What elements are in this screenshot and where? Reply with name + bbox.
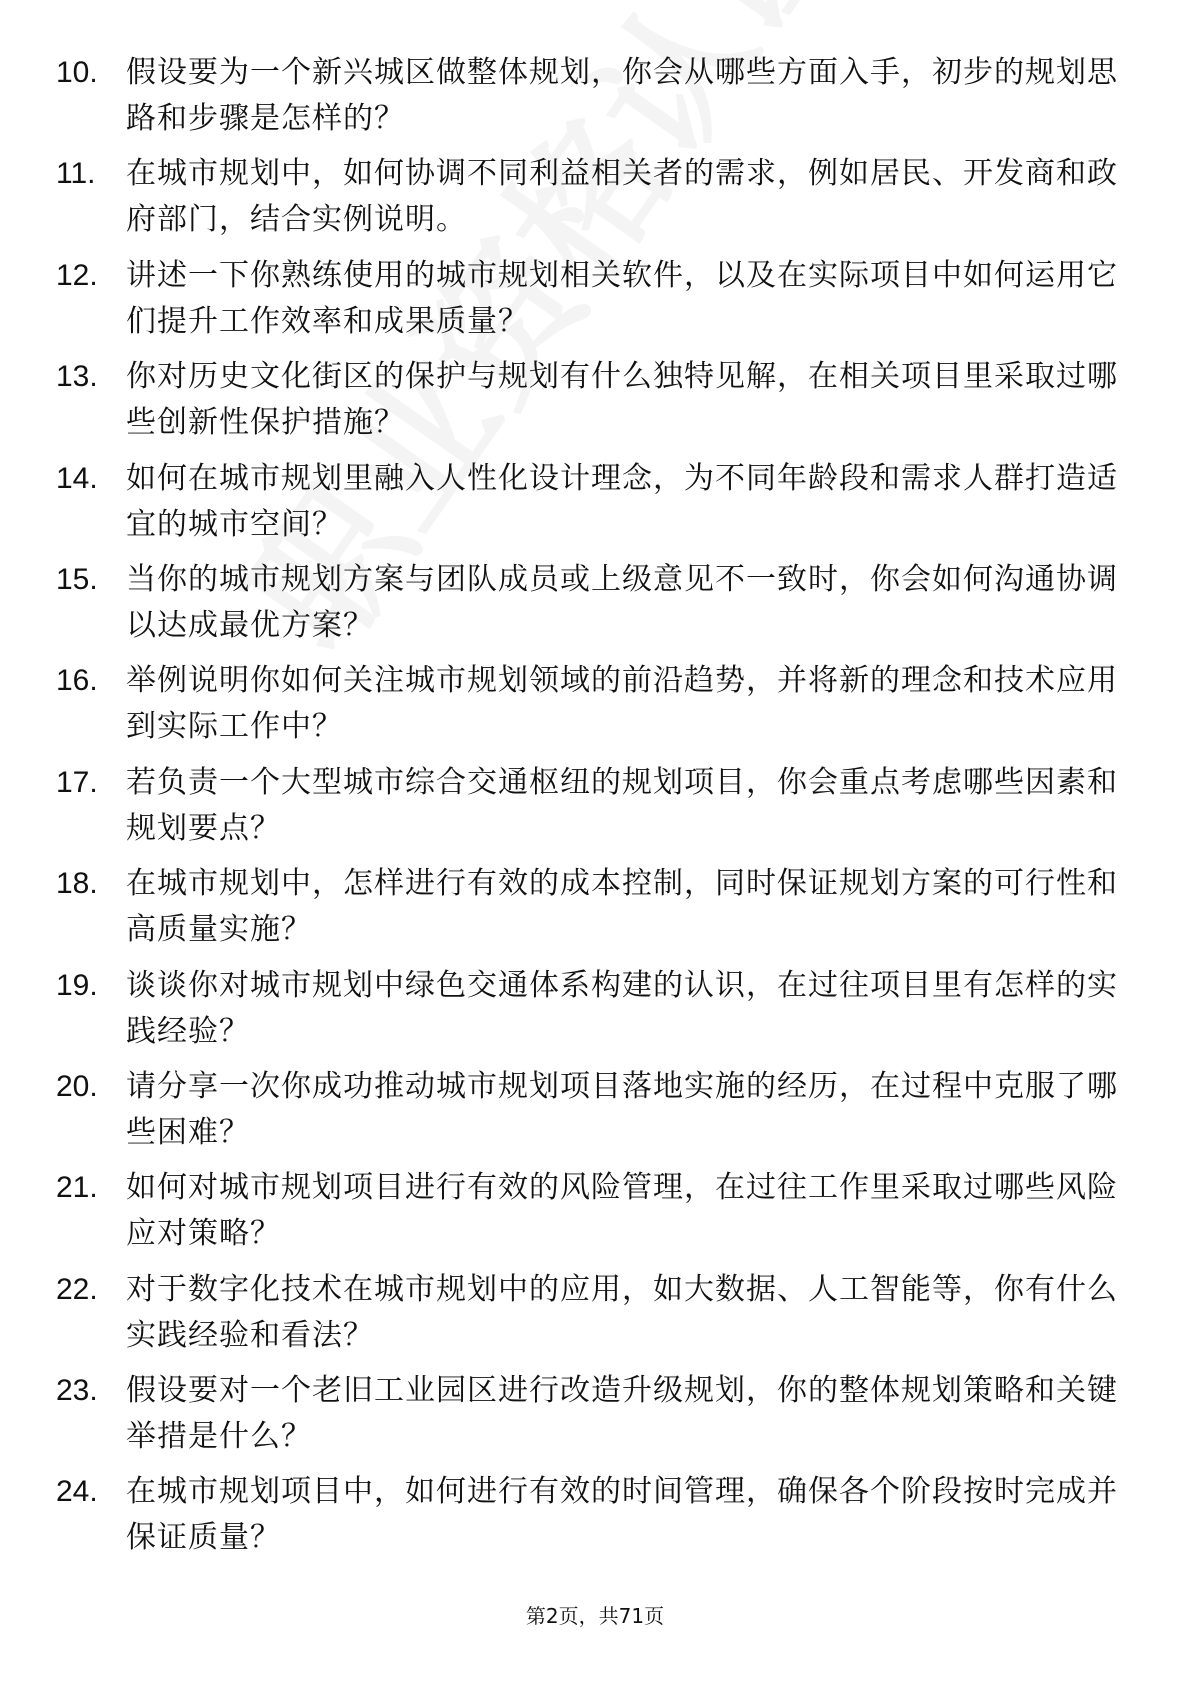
question-item bbox=[56, 354, 1136, 455]
question-text: 在城市规划中，怎样进行有效的成本控制，同时保证规划方案的可行性和高质量实施？ bbox=[126, 866, 1118, 948]
question-item bbox=[56, 1165, 1136, 1266]
question-number: 10. bbox=[56, 56, 98, 89]
question-item bbox=[56, 760, 1136, 861]
question-number: 15. bbox=[56, 562, 98, 596]
question-number: 19. bbox=[56, 968, 98, 1002]
question-text: 对于数字化技术在城市规划中的应用，如大数据、人工智能等，你有什么实践经验和看法？ bbox=[126, 1271, 1118, 1353]
question-number: 20. bbox=[56, 1069, 98, 1103]
question-number: 12. bbox=[56, 258, 98, 292]
question-text: 如何对城市规划项目进行有效的风险管理，在过往工作里采取过哪些风险应对策略？ bbox=[126, 1170, 1118, 1252]
question-text: 假设要为一个新兴城区做整体规划，你会从哪些方面入手，初步的规划思路和步骤是怎样的？ bbox=[126, 55, 1118, 136]
question-text: 举例说明你如何关注城市规划领域的前沿趋势，并将新的理念和技术应用到实际工作中？ bbox=[126, 663, 1118, 745]
question-text: 讲述一下你熟练使用的城市规划相关软件，以及在实际项目中如何运用它们提升工作效率和成果质量？ bbox=[126, 257, 1118, 339]
question-number: 18. bbox=[56, 867, 98, 901]
question-item bbox=[56, 557, 1136, 658]
question-text: 请分享一次你成功推动城市规划项目落地实施的经历，在过程中克服了哪些困难？ bbox=[126, 1068, 1118, 1150]
question-text: 如何在城市规划里融入人性化设计理念，为不同年龄段和需求人群打造适宜的城市空间？ bbox=[126, 460, 1118, 542]
question-number: 22. bbox=[56, 1272, 98, 1306]
question-number: 11. bbox=[56, 157, 96, 191]
page-footer: 第2页，共71页 bbox=[525, 1604, 665, 1628]
question-text: 在城市规划项目中，如何进行有效的时间管理，确保各个阶段按时完成并保证质量？ bbox=[126, 1474, 1118, 1556]
question-item bbox=[56, 151, 1136, 252]
question-number: 17. bbox=[56, 765, 98, 799]
question-item bbox=[56, 658, 1136, 759]
question-text: 若负责一个大型城市综合交通枢纽的规划项目，你会重点考虑哪些因素和规划要点？ bbox=[126, 764, 1118, 846]
question-text: 在城市规划中，如何协调不同利益相关者的需求，例如居民、开发商和政府部门，结合实例说明。 bbox=[126, 156, 1118, 238]
question-text: 假设要对一个老旧工业园区进行改造升级规划，你的整体规划策略和关键举措是什么？ bbox=[126, 1373, 1118, 1455]
question-item bbox=[56, 861, 1136, 962]
question-list bbox=[56, 50, 1136, 1571]
question-item bbox=[56, 963, 1136, 1064]
question-item bbox=[56, 1469, 1136, 1570]
question-number: 14. bbox=[56, 461, 98, 495]
question-item bbox=[56, 50, 1136, 151]
question-item bbox=[56, 253, 1136, 354]
question-item bbox=[56, 456, 1136, 557]
question-number: 23. bbox=[56, 1374, 98, 1408]
question-number: 16. bbox=[56, 664, 98, 698]
question-number: 24. bbox=[56, 1475, 98, 1509]
question-item bbox=[56, 1267, 1136, 1368]
question-text: 谈谈你对城市规划中绿色交通体系构建的认识，在过往项目里有怎样的实践经验？ bbox=[126, 967, 1118, 1049]
question-number: 21. bbox=[56, 1171, 98, 1205]
question-text: 你对历史文化街区的保护与规划有什么独特见解，在相关项目里采取过哪些创新性保护措施？ bbox=[126, 359, 1118, 441]
question-number: 13. bbox=[56, 360, 98, 394]
question-item bbox=[56, 1064, 1136, 1165]
question-item bbox=[56, 1368, 1136, 1469]
question-text: 当你的城市规划方案与团队成员或上级意见不一致时，你会如何沟通协调以达成最优方案？ bbox=[126, 561, 1118, 643]
